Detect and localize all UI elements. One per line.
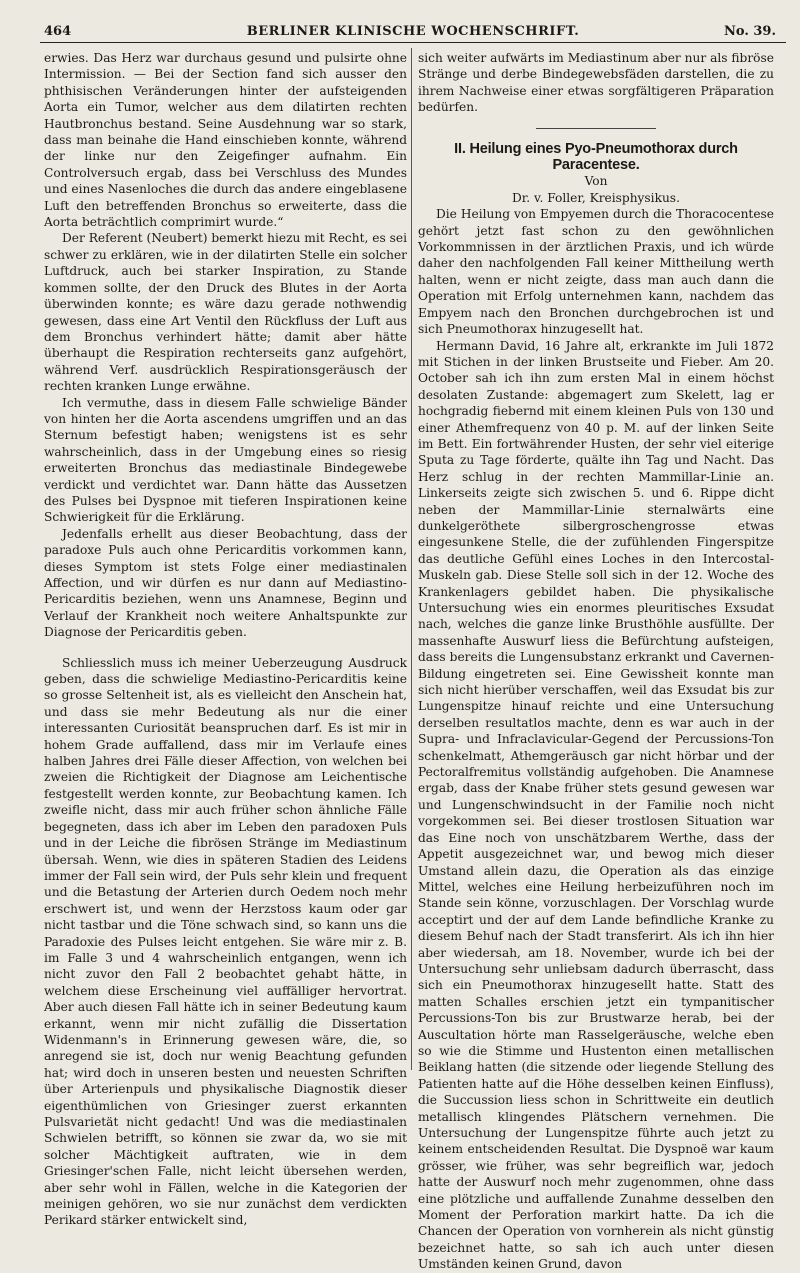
right-column — [418, 50, 774, 1273]
right-paragraph-0: sich weiter aufwärts im Mediastinum aber nur als fibröse Stränge und derbe Bindegewebsfäden darstellen, die zu ihrem Nachweise einer etwas sorgfältigeren Präparation bedürfen. — [418, 51, 774, 115]
right-paragraph-1: Die Heilung von Empyemen durch die Thoracocentese gehört jetzt fast schon zu den gewöhnlichen Vorkommnissen in der ärztlichen Praxis, und ich würde daher den nachfolgenden Fall keiner Mittheilung werth halten, wenn er nicht zeigte, dass man auch dann die Operation mit Erfolg unternehmen kann, nachdem das Empyem nach den Bronchen durchgebrochen ist und sich Pneumothorax hinzugesellt hat. — [418, 207, 774, 337]
article-title: II. Heilung eines Pyo-Pneumothorax durch Paracentese. — [454, 140, 738, 174]
left-paragraph-1: erwies. Das Herz war durchaus gesund und pulsirte ohne Intermission. — Bei der Section fand sich ausser den phthisischen Veränderungen hinter der aufsteigenden Aorta ein Tumor, welcher aus dem dilatirten rechten Hautbronchus bestand. Seine Ausdehnung war so stark, dass man beinahe die Hand einschieben konnte, während der linke nur den Zeigefinger aufnahm. Ein Controlversuch ergab, dass bei Verschluss des Mundes und eines Nasenloches die durch das andere eingeblasene Luft den betreffenden Bronchus so erweiterte, dass die Aorta beträchtlich comprimirt wurde.“ — [44, 51, 407, 230]
journal-title: BERLINER KLINISCHE WOCHENSCHRIFT. — [246, 24, 580, 39]
byline-author: Dr. v. Foller, Kreisphysikus. — [512, 190, 680, 205]
paragraph-gap — [44, 641, 407, 655]
left-paragraph-5: Schliesslich muss ich meiner Ueberzeugung Ausdruck geben, dass die schwielige Mediastino-Pericarditis keine so grosse Seltenheit ist, als es vielleicht den Anschein hat, und dass sie mehr Bedeutung als nur die einer interessanten Curiosität beanspruchen darf. Es ist mir in hohem Grade auffallend, dass mir im Verlaufe eines halben Jahres drei Fälle dieser Affection, von welchen bei zweien die Richtigkeit der Diagnose am Leichentische festgestellt werden konnte, zur Beobachtung kamen. Ich zweifle nicht, dass mir auch früher schon ähnliche Fälle begegneten, dass ich aber im Leben den paradoxen Puls und in der Leiche die fibrösen Stränge im Mediastinum übersah. Wenn, wie dies in späteren Stadien des Leidens immer der Fall sein wird, der Puls sehr klein und frequent und die Betastung der Arterien durch Oedem noch mehr erschwert ist, und wenn der Herzstoss kaum oder gar nicht tastbar und die Töne schwach sind, so kann uns die Paradoxie des Pulses leicht entgehen. Sie wäre mir z. B. im Falle 3 und 4 wahrscheinlich entgangen, wenn ich nicht zuvor den Fall 2 beobachtet gehabt hätte, in welchem diese Erscheinung viel auffälliger hervortrat. Aber auch diesen Fall hätte ich in seiner Bedeutung kaum erkannt, wenn mir nicht zufällig die Dissertation Widenmann's in Erinnerung gewesen wäre, die, so anregend sie ist, doch nur wenig Beachtung gefunden hat; wird doch in unseren besten und neuesten Schriften über Arterienpuls und physikalische Diagnostik dieser eigenthümlichen von Griesinger zuerst erkannten Pulsvarietät nicht gedacht! Und was die mediastinalen Schwielen betrifft, so können sie zwar da, wo sie mit solcher Mächtigkeit auftraten, wie in dem Griesinger'schen Falle, nicht leicht übersehen werden, aber sehr wohl in Fällen, welche in die Kategorien der meinigen gehören, wo sie nur zunächst dem verdickten Perikard stärker entwickelt sind, — [44, 655, 407, 1228]
page-number: 464 — [44, 24, 72, 39]
byline-von: Von — [584, 174, 608, 189]
left-paragraph-4: Jedenfalls erhellt aus dieser Beobachtung, dass der paradoxe Puls auch ohne Pericarditis vorkommen kann, dieses Symptom ist stets Folge einer mediastinalen Affection, und wir dürfen es nur dann auf Mediastino-Pericarditis beziehen, wenn uns Anamnese, Beginn und Verlauf der Krankheit noch weitere Anhaltspunkte zur Diagnose der Pericarditis geben. — [44, 526, 407, 640]
left-paragraph-3: Ich vermuthe, dass in diesem Falle schwielige Bänder von hinten her die Aorta ascendens umgriffen und an das Sternum befestigt haben; wenigstens ist es sehr wahrscheinlich, dass in der Umgebung eines so riesig erweiterten Bronchus das mediastinale Bindegewebe verdickt und verdichtet war. Dann hätte das Aussetzen des Pulses bei Dyspnoe mit tieferen Inspirationen keine Schwierigkeit für die Erklärung. — [44, 395, 407, 525]
article-separator — [536, 128, 656, 129]
left-paragraph-2: Der Referent (Neubert) bemerkt hiezu mit Recht, es sei schwer zu erklären, wie in der dilatirten Stelle ein solcher Luftdruck, auch bei starker Inspiration, zu Stande kommen sollte, der den Druck des Blutes in der Aorta überwinden konnte; es wäre dazu gerade nothwendig gewesen, dass eine Art Ventil den Rückfluss der Luft aus dem Bronchus verhindert hätte; damit aber hätte überhaupt die Respiration rechterseits ganz aufgehört, während Verf. ausdrücklich Respirationsgeräusch der rechten kranken Lunge erwähne. — [44, 231, 407, 394]
right-paragraph-2: Hermann David, 16 Jahre alt, erkrankte im Juli 1872 mit Stichen in der linken Brustseite und Fieber. Am 20. October sah ich ihn zum ersten Mal in einem höchst desolaten Zustande: abgemagert zum Skelett, lag er hochgradig fiebernd mit einem kleinen Puls von 130 und einer Athemfrequenz von 40 p. M. auf der linken Seite im Bett. Ein fortwährender Husten, der sehr viel eiterige Sputa zu Tage förderte, quälte ihn Tag und Nacht. Das Herz schlug in der rechten Mammillar-Linie an. Linkerseits zeigte sich zwischen 5. und 6. Rippe dicht neben der Mammillar-Linie sternalwärts eine dunkelgeröthete silbergroschengrosse etwas eingesunkene Stelle, die der zufühlenden Fingerspitze das deutliche Gefühl eines Loches in den Intercostal-Muskeln gab. Diese Stelle soll sich in der 12. Woche des Krankenlagers gebildet haben. Die physikalische Untersuchung wies ein enormes pleuritisches Exsudat nach, welches die ganze linke Brusthöhle ausfüllte. Der massenhafte Auswurf liess die Befürchtung aufsteigen, dass bereits die Lungensubstanz erkrankt und Cavernen-Bildung eingetreten sei. Eine Gewissheit konnte man sich nicht hierüber verschaffen, weil das Exsudat bis zur Lungenspitze hinauf reichte und eine Untersuchung derselben resultatlos machte, denn es war auch in der Supra- und Infraclavicular-Gegend der Percussions-Ton schenkelmatt, Athemgeräusch gar nicht hörbar und der Pectoralfremitus vollständig aufgehoben. Die Anamnese ergab, dass der Knabe früher stets gesund gewesen war und Lungenschwindsucht in der Familie noch nicht vorgekommen sei. Bei dieser trostlosen Situation war das Eine noch von unschätzbarem Werthe, dass der Appetit ausgezeichnet war, und bewog mich dieser Umstand allein dazu, die Operation als das einzige Mittel, welches eine Heilung herbeizuführen noch im Stande sein könne, vorzuschlagen. Der Vorschlag wurde acceptirt und der auf dem Lande befindliche Kranke zu diesem Behuf nach der Stadt transferirt. Als ich ihn hier aber wiedersah, am 18. November, wurde ich bei der Untersuchung sehr unliebsam dadurch überrascht, dass sich ein Pneumothorax hinzugesellt hatte. Statt des matten Schalles erschien jetzt ein tympanitischer Percussions-Ton bis zur Brustwarze herab, bei der Auscultation hörte man Rasselgeräusche, welche eben so wie die Stimme und Hustenton einen metallischen Beiklang hatten (die sitzende oder liegende Stellung des Patienten hatte auf die Höhe desselben keinen Einfluss), die Succussion liess schon in Schrittweite ein deutlich metallisch klingendes Plätschern vernehmen. Die Untersuchung der Lungenspitze führte auch jetzt zu keinem entscheidenden Resultat. Die Dyspnoë war kaum grösser, wie früher, was sehr begreiflich war, jedoch hatte der Auswurf noch mehr zugenommen, ohne dass eine plötzliche und auffallende Zunahme desselben den Moment der Perforation markirt hatte. Da ich die Chancen der Operation von vornherein als nicht günstig bezeichnet hatte, so sah ich auch unter diesen Umständen keinen Grund, davon — [418, 338, 774, 1272]
column-rule — [411, 48, 412, 1070]
left-column — [44, 50, 407, 1229]
page-header — [40, 22, 786, 43]
issue-number: No. 39. — [724, 24, 776, 39]
